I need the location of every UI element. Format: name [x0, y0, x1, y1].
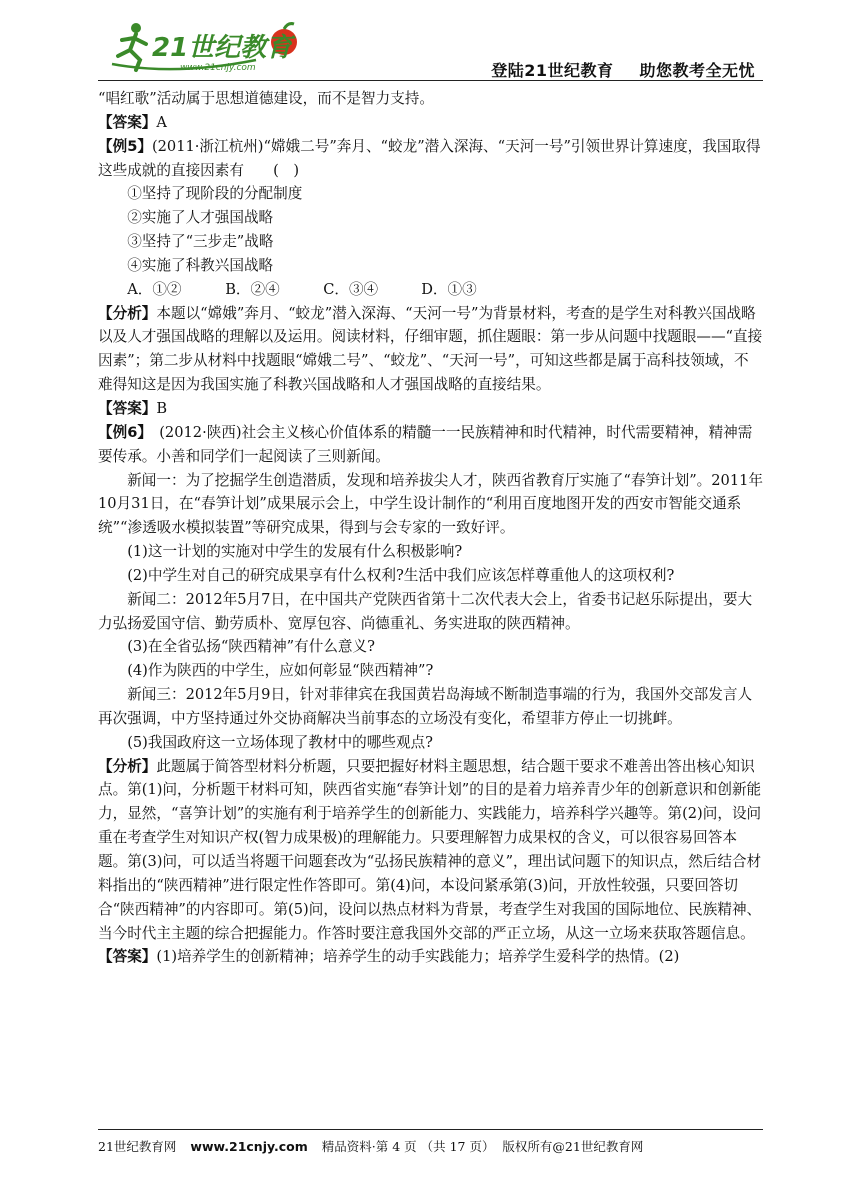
answer-tag: 【答案】: [98, 948, 157, 966]
header-slogan: [491, 58, 755, 81]
answer-line: 【答案】A: [98, 113, 167, 131]
page-header: [98, 14, 763, 81]
example-tag: 【例5】: [98, 137, 152, 155]
question-4: (4)作为陕西的中学生，应如何彰显“陕西精神”?: [127, 662, 434, 680]
option-1: ①坚持了现阶段的分配制度: [127, 185, 303, 203]
svg-text:www.21cnjy.com: www.21cnjy.com: [180, 63, 256, 73]
logo-graphic: [106, 16, 316, 76]
example-5-question: 【例5】(2011·浙江杭州)“嫦娥二号”奔月、“蛟龙”潜入深海、“天河一号”引领世界计算速度，我国取得这些成就的直接因素有 ( ): [98, 137, 761, 179]
news-1: 新闻一：为了挖掘学生创造潜质，发现和培养拔尖人才，陕西省教育厅实施了“春笋计划”。2011年10月31日，在“春笋计划”成果展示会上，中学生设计制作的“利用百度地图开发的西安市智能交通系统”“渗透吸水模拟装置”等研究成果，得到与会专家的一致好评。: [98, 471, 764, 537]
example-6-question: 【例6】 (2012·陕西)社会主义核心价值体系的精髓一一民族精神和时代精神，时代需要精神，精神需要传承。小善和同学们一起阅读了三则新闻。: [98, 423, 753, 465]
answer-tag: 【答案】: [98, 399, 157, 417]
footer-left: 21世纪教育网: [98, 1139, 177, 1154]
choice-a: A．①②: [127, 280, 182, 298]
choice-c: C．③④: [323, 280, 379, 298]
footer-copyright: 版权所有@21世纪教育网: [502, 1139, 644, 1154]
question-5: (5)我国政府这一立场体现了教材中的哪些观点?: [127, 733, 433, 751]
document-body: [98, 87, 763, 969]
question-3: (3)在全省弘扬“陕西精神”有什么意义?: [127, 638, 375, 656]
analysis-paragraph: 【分析】此题属于简答型材料分析题，只要把握好材料主题思想，结合题干要求不难善出答出核心知识点。第(1)问，分析题干材料可知，陕西省实施“春笋计划”的目的是着力培养青少年的创新意识和创新能力，显然，“喜笋计划”的实施有利于培养学生的创新能力、实践能力，培养科学兴趣等。第(2)问，设问重在考查学生对知识产权(智力成果极)的理解能力。只要理解智力成果权的含义，可以很容易回答本题。第(3)问，可以适当将题干问题套改为“弘扬民族精神的意义”，理出试问题下的知识点，然后结合材料指出的“陕西精神”进行限定性作答即可。第(4)问，本设问紧承第(3)问，开放性较强，只要回答切合“陕西精神”的内容即可。第(5)问，设问以热点材料为背景，考查学生对我国的国际地位、民族精神、当今时代主主题的综合把握能力。作答时要注意我国外交部的严正立场，从这一立场来获取答题信息。: [98, 757, 762, 942]
analysis-tag: 【分析】: [98, 757, 157, 775]
answer-line: 【答案】(1)培养学生的创新精神；培养学生的动手实践能力；培养学生爱科学的热情。(2): [98, 948, 680, 966]
option-3: ③坚持了“三步走”战略: [127, 233, 274, 251]
choice-row: [98, 278, 763, 302]
question-1: (1)这一计划的实施对中学生的发展有什么积极影响?: [127, 543, 463, 561]
analysis-tag: 【分析】: [98, 304, 157, 322]
choice-d: D．①③: [421, 280, 477, 298]
option-2: ②实施了人才强国战略: [127, 209, 274, 227]
news-2: 新闻二：2012年5月7日，在中国共产党陕西省第十二次代表大会上，省委书记赵乐际提出，要大力弘扬爱国守信、勤劳质朴、宽厚包容、尚德重礼、务实进取的陕西精神。: [98, 590, 753, 632]
slogan-left: 登陆21世纪教育: [491, 61, 614, 80]
choice-b: B．②④: [225, 280, 280, 298]
option-4: ④实施了科教兴国战略: [127, 256, 274, 274]
answer-line: 【答案】B: [98, 399, 168, 417]
footer-page-info: 精品资料·第 4 页 （共 17 页）: [321, 1139, 495, 1154]
example-tag: 【例6】: [98, 423, 145, 441]
answer-tag: 【答案】: [98, 113, 157, 131]
page-footer: [98, 1129, 763, 1155]
svg-text:21世纪教育: 21世纪教育: [152, 33, 293, 63]
analysis-paragraph: 【分析】本题以“嫦娥”奔月、“蛟龙”潜入深海、“天河一号”为背景材料，考查的是学生对科教兴国战略以及人才强国战略的理解以及运用。阅读材料，仔细审题，抓住题眼：第一步从问题中找题眼——“直接因素”；第二步从材料中找题眼“嫦娥二号”、“蛟龙”、“天河一号”，可知这些都是属于高科技领域，不难得知这是因为我国实施了科教兴国战略和人才强国战略的直接结果。: [98, 304, 763, 394]
slogan-right: 助您教考全无忧: [639, 61, 755, 80]
question-2: (2)中学生对自己的研究成果享有什么权利?生活中我们应该怎样尊重他人的这项权利?: [127, 566, 675, 584]
footer-site-link[interactable]: www.21cnjy.com: [190, 1139, 308, 1154]
paragraph: “唱红歌”活动属于思想道德建设，而不是智力支持。: [98, 90, 434, 107]
site-logo: [106, 16, 316, 76]
news-3: 新闻三：2012年5月9日，针对菲律宾在我国黄岩岛海域不断制造事端的行为，我国外交部发言人再次强调，中方坚持通过外交协商解决当前事态的立场没有变化，希望菲方停止一切挑衅。: [98, 686, 753, 727]
